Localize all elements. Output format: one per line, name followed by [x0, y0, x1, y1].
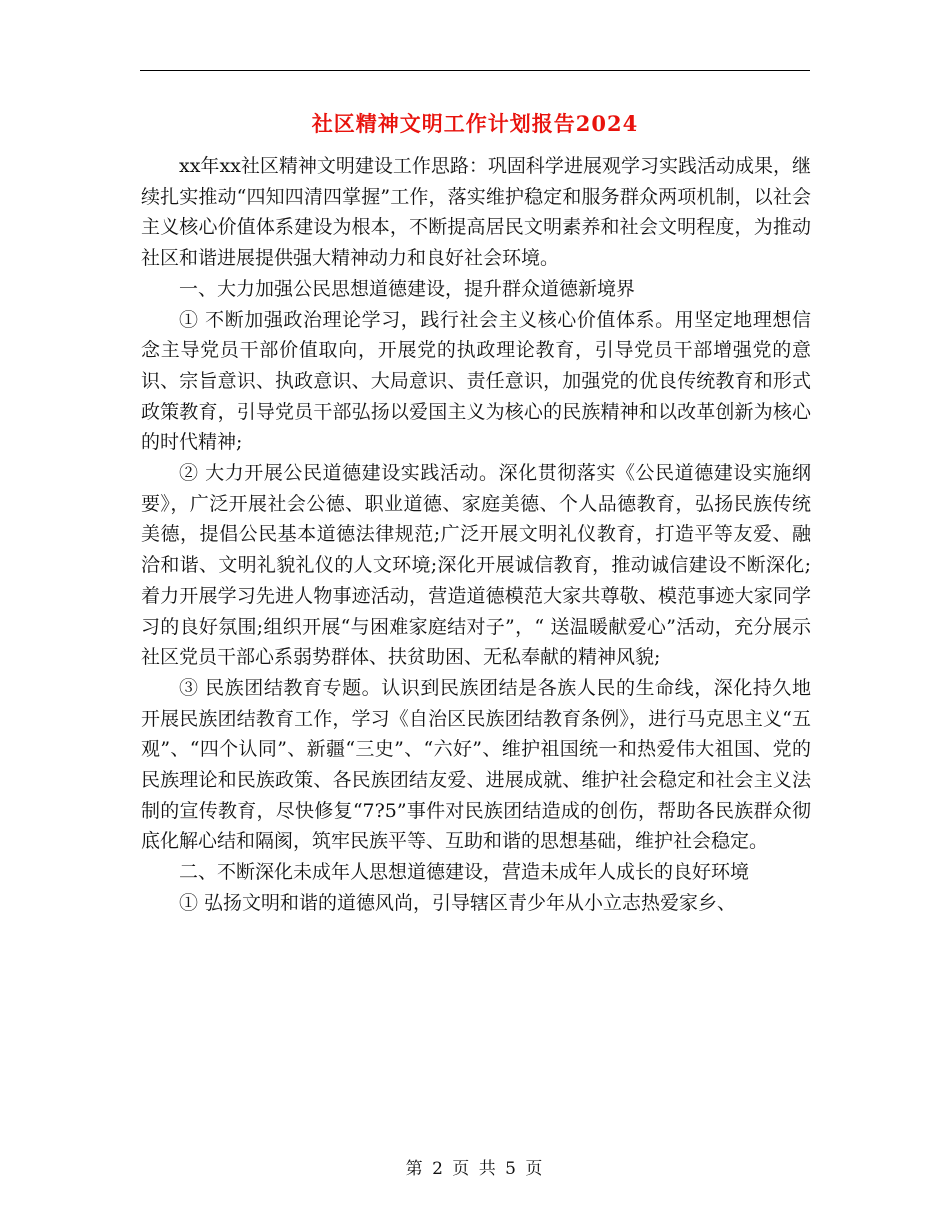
section-heading-1: 一、大力加强公民思想道德建设，提升群众道德新境界 [179, 277, 636, 300]
paragraph-item-1-1: ① 不断加强政治理论学习，践行社会主义核心价值体系。用坚定地理想信念主导党员干部价值取向，开展党的执政理论教育，引导党员干部增强党的意识、宗旨意识、执政意识、大局意识、责任意识，加强党的优良传统教育和形式政策教育，引导党员干部弘扬以爱国主义为核心的民族精神和以改革创新为核心的时代精神; [141, 308, 811, 454]
document-title: 社区精神文明工作计划报告2024 [311, 111, 639, 136]
paragraph-item-1-3: ③ 民族团结教育专题。认识到民族团结是各族人民的生命线，深化持久地开展民族团结教育工作，学习《自治区民族团结教育条例》，进行马克思主义“五观”、“四个认同”、新疆“三史”、“六好”、维护祖国统一和热爱伟大祖国、党的民族理论和民族政策、各民族团结友爱、进展成就、维护社会稳定和社会主义法制的宣传教育，尽快修复“7?5”事件对民族团结造成的创伤，帮助各民族群众彻底化解心结和隔阂，筑牢民族平等、互助和谐的思想基础，维护社会稳定。 [141, 676, 811, 853]
document-body [141, 151, 811, 919]
paragraph-intro: xx年xx社区精神文明建设工作思路：巩固科学进展观学习实践活动成果，继续扎实推动“四知四清四掌握”工作，落实维护稳定和服务群众两项机制，以社会主义核心价值体系建设为根本，不断提高居民文明素养和社会文明程度，为推动社区和谐进展提供强大精神动力和良好社会环境。 [141, 155, 811, 270]
page-footer: 第 2 页 共 5 页 [405, 1159, 545, 1179]
paragraph-item-1-2: ② 大力开展公民道德建设实践活动。深化贯彻落实《公民道德建设实施纲要》，广泛开展社会公德、职业道德、家庭美德、个人品德教育，弘扬民族传统美德，提倡公民基本道德法律规范;广泛开展文明礼仪教育，打造平等友爱、融洽和谐、文明礼貌礼仪的人文环境;深化开展诚信教育，推动诚信建设不断深化;着力开展学习先进人物事迹活动，营造道德模范大家共尊敬、模范事迹大家同学习的良好氛围;组织开展“与困难家庭结对子”，“ 送温暖献爱心”活动，充分展示社区党员干部心系弱势群体、扶贫助困、无私奉献的精神风貌; [141, 462, 811, 669]
paragraph-item-2-1: ① 弘扬文明和谐的道德风尚，引导辖区青少年从小立志热爱家乡、 [179, 891, 737, 914]
header-rule [140, 70, 810, 71]
section-heading-2: 二、不断深化未成年人思想道德建设，营造未成年人成长的良好环境 [179, 861, 750, 884]
